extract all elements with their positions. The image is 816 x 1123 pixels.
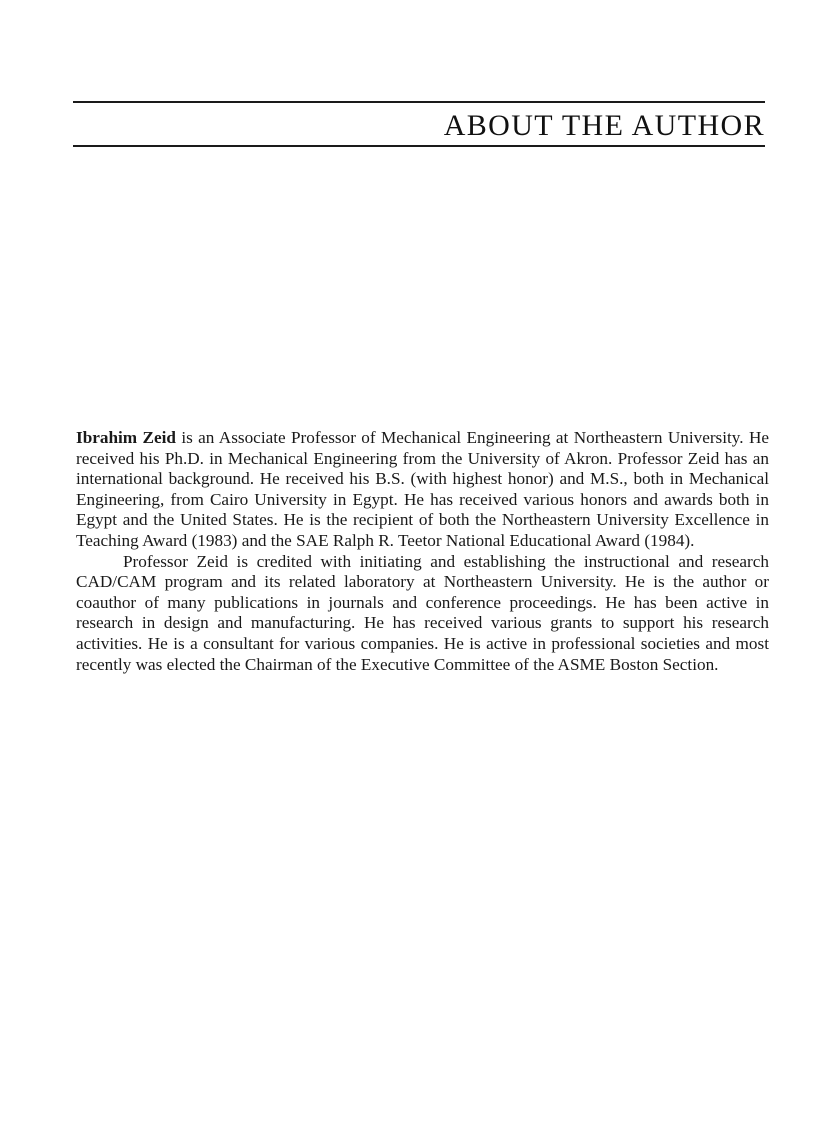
heading-top-rule [73, 101, 765, 103]
page-title: ABOUT THE AUTHOR [443, 109, 765, 142]
bio-paragraph-1 [76, 428, 769, 552]
author-biography [76, 428, 769, 675]
heading-bottom-rule [73, 145, 765, 147]
bio-paragraph-1-text: is an Associate Professor of Mechanical Engineering at Northeastern University. He received his Ph.D. in Mechanical Engineering from the University of Akron. Professor Zeid has an international background. He received his B.S. (with highest honor) and M.S., both in Mechanical Engineering, from Cairo University in Egypt. He has received various honors and awards both in Egypt and the United States. He is the recipient of both the Northeastern University Excellence in Teaching Award (1983) and the SAE Ralph R. Teetor National Educational Award (1984). [76, 428, 769, 550]
bio-paragraph-2: Professor Zeid is credited with initiating and establishing the instructional and research CAD/CAM program and its related laboratory at Northeastern University. He is the author or coauthor of many publications in journals and conference proceedings. He has been active in research in design and manufacturing. He has received various grants to support his research activities. He is a consultant for various companies. He is active in professional societies and most recently was elected the Chairman of the Executive Committee of the ASME Boston Section. [76, 551, 769, 674]
author-name: Ibrahim Zeid [76, 428, 176, 447]
